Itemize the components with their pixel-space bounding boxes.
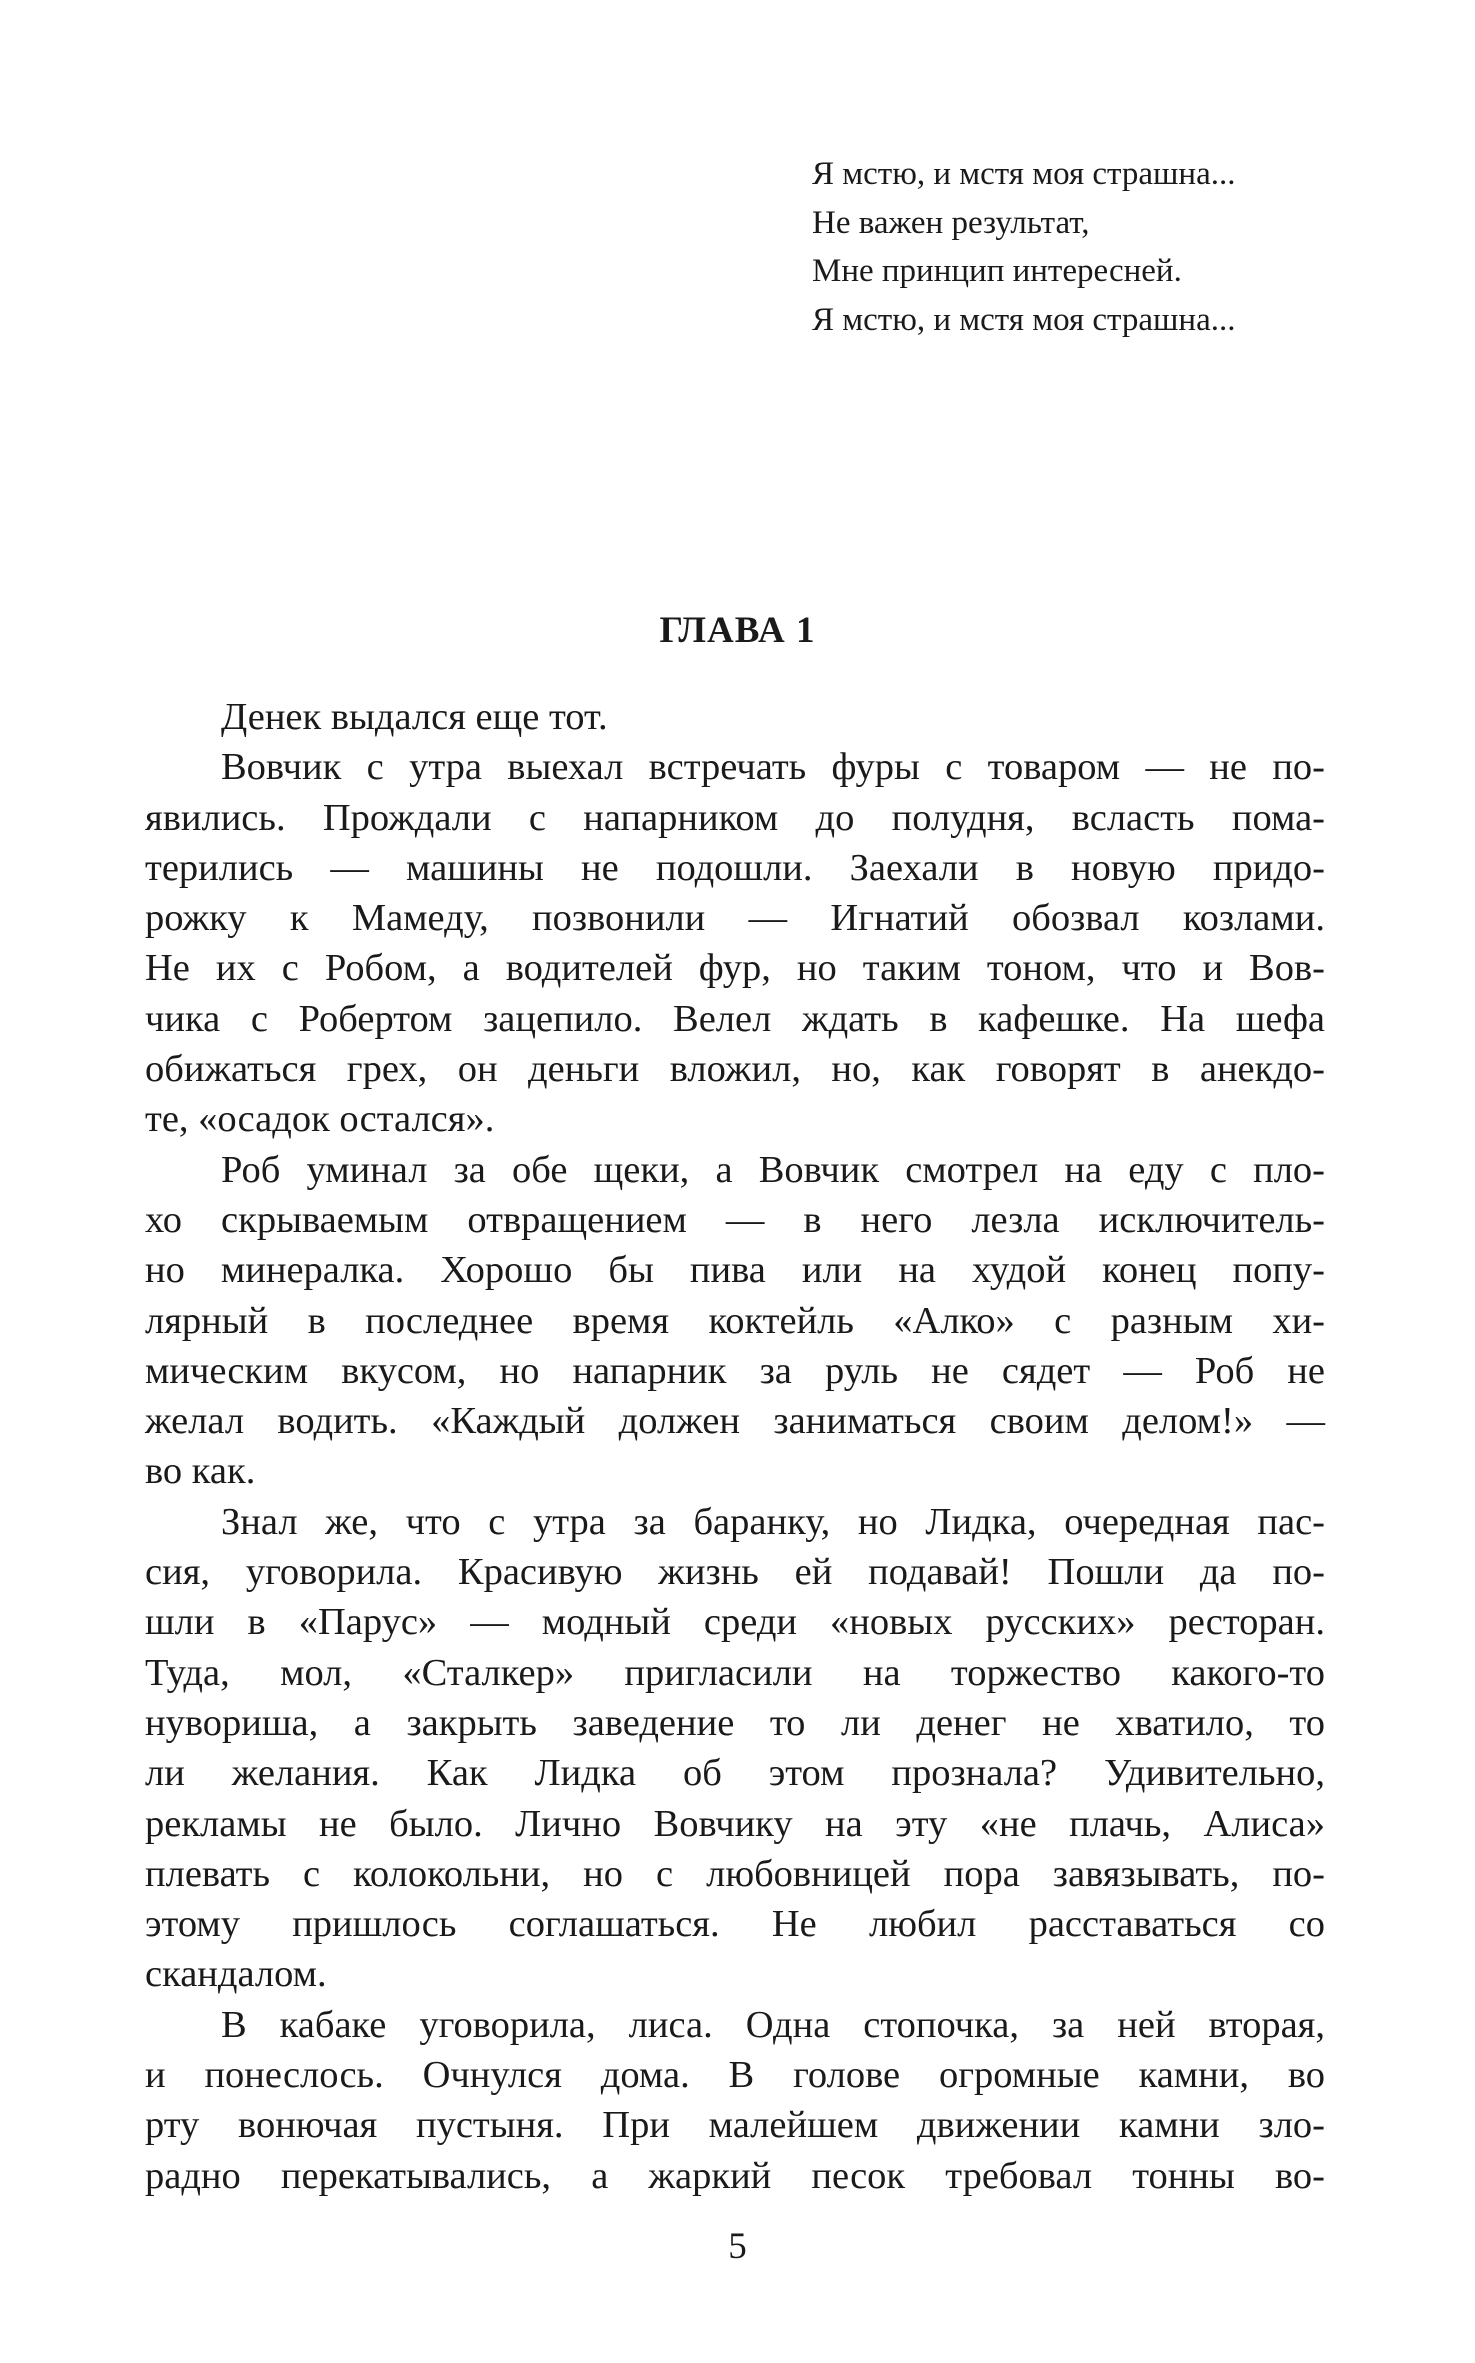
text-line: нувориша, а закрыть заведение то ли денег не хватило, то — [145, 1701, 1325, 1744]
epigraph-line: Я мстю, и мстя моя страшна... — [812, 301, 1236, 338]
epigraph-line: Не важен результат, — [812, 204, 1090, 241]
text-line: рту вонючая пустыня. При малейшем движении камни зло- — [145, 2104, 1325, 2147]
text-line: рекламы не было. Лично Вовчику на эту «не плачь, Алиса» — [145, 1802, 1325, 1845]
chapter-body — [145, 692, 1325, 2201]
text-line: ли желания. Как Лидка об этом прознала? Удивительно, — [145, 1752, 1325, 1795]
text-line: шли в «Парус» — модный среди «новых русских» ресторан. — [145, 1601, 1325, 1644]
text-line: Не их с Робом, а водителей фур, но таким тоном, что и Вов- — [145, 947, 1325, 990]
text-line: те, «осадок остался». — [145, 1098, 495, 1141]
epigraph-line: Мне принцип интересней. — [812, 253, 1182, 289]
text-line: Денек выдался еще тот. — [221, 696, 608, 738]
text-line: мическим вкусом, но напарник за руль не сядет — Роб не — [145, 1349, 1325, 1392]
text-line: лярный в последнее время коктейль «Алко» с разным хи- — [145, 1299, 1325, 1342]
text-line: хо скрываемым отвращением — в него лезла исключитель- — [145, 1198, 1325, 1241]
text-line: но минералка. Хорошо бы пива или на худой конец попу- — [145, 1249, 1325, 1292]
text-line: Туда, мол, «Сталкер» пригласили на торжество какого-то — [145, 1651, 1325, 1694]
epigraph — [812, 150, 1236, 344]
text-line: радно перекатывались, а жаркий песок требовал тонны во- — [145, 2154, 1325, 2197]
text-line: желал водить. «Каждый должен заниматься своим делом!» — — [145, 1400, 1325, 1443]
text-line: Вовчик с утра выехал встречать фуры с товаром — не по- — [221, 746, 1325, 789]
text-line: Знал же, что с утра за баранку, но Лидка, очередная пас- — [221, 1500, 1325, 1543]
text-line: обижаться грех, он деньги вложил, но, как говорят в анекдо- — [145, 1048, 1325, 1091]
page-number: 5 — [728, 2226, 747, 2267]
text-line: Роб уминал за обе щеки, а Вовчик смотрел на еду с пло- — [221, 1148, 1325, 1191]
epigraph-line: Я мстю, и мстя моя страшна... — [812, 156, 1236, 192]
text-line: скандалом. — [145, 1953, 327, 1996]
text-line: и понеслось. Очнулся дома. В голове огромные камни, во — [145, 2054, 1325, 2097]
text-line: плевать с колокольни, но с любовницей пора завязывать, по- — [145, 1852, 1325, 1895]
text-line: чика с Робертом зацепило. Велел ждать в кафешке. На шефа — [145, 997, 1325, 1040]
chapter-title: ГЛАВА 1 — [659, 610, 816, 651]
text-line: во как. — [145, 1450, 256, 1493]
text-line: В кабаке уговорила, лиса. Одна стопочка, за ней вторая, — [221, 2003, 1325, 2046]
text-line: сия, уговорила. Красивую жизнь ей подавай! Пошли да по- — [145, 1551, 1325, 1594]
text-line: этому пришлось соглашаться. Не любил расставаться со — [145, 1903, 1325, 1946]
text-line: рожку к Мамеду, позвонили — Игнатий обозвал козлами. — [145, 897, 1325, 940]
text-line: явились. Прождали с напарником до полудня, всласть пома- — [145, 796, 1325, 839]
text-line: терились — машины не подошли. Заехали в новую придо- — [145, 846, 1325, 889]
